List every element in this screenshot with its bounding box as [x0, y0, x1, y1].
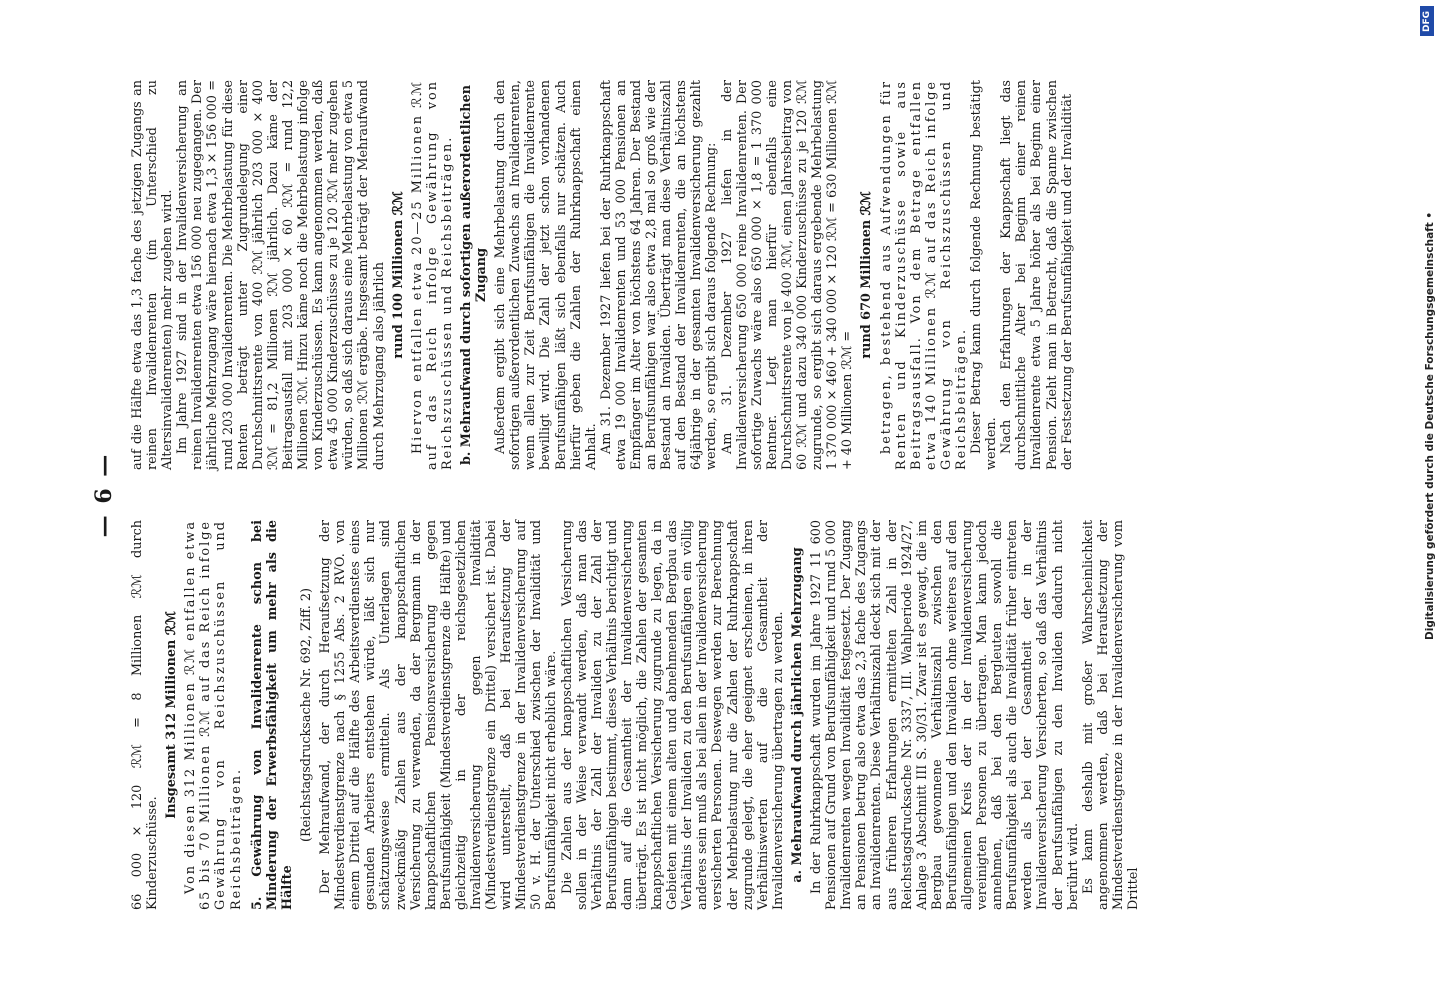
paragraph: Dieser Betrag kann durch folgende Rechnung bestätigt werden.: [969, 80, 1000, 470]
paragraph: Von diesen 312 Millionen ℛℳ entfallen etwa 65 bis 70 Millionen ℛℳ auf das Reich infolge Gewährung von Reichszuschüssen und Reichsbeiträgen.: [183, 520, 244, 910]
paragraph: Es kann deshalb mit großer Wahrscheinlichkeit angenommen werden, daß bei Heraufsetzung der Mindestverdienstgrenze in der Invalidenversicherung vom Drittel: [1080, 520, 1141, 910]
dfg-logo: DFG: [1420, 6, 1434, 36]
paragraph: Im Jahre 1927 sind in der Invalidenversicherung an reinen Invalidenrenten etwa 156 000 neu zugegangen. Der jährliche Mehrzugang wäre hiernach etwa 1,3 × 156 000 = rund 203 000 Invalidenrenten. Die Mehrbelastung für diese Renten beträgt unter Zugrundelegung einer Durchschnittsrente von 400 ℛℳ jährlich 203 000 × 400 ℛℳ = 81,2 Millionen ℛℳ jährlich. Dazu käme der Beitragsausfall mit 203 000 × 60 ℛℳ = rund 12,2 Millionen ℛℳ. Hinzu käme noch die Mehrbelastung infolge von Kinderzuschüssen. Es kann angenommen werden, daß etwa 45 000 Kinderzuschüsse zu je 120 ℛℳ mehr zugehen würden, so daß sich daraus eine Mehrbelastung von etwa 5 Millionen ℛℳ ergäbe. Insgesamt beträgt der Mehraufwand durch Mehrzugang also jährlich: [175, 80, 387, 470]
rotated-page-content: [85, 65, 1305, 925]
text-column-right: [130, 80, 1075, 470]
section-subheading: (Reichstagsdrucksache Nr. 692, Ziff. 2): [298, 588, 314, 843]
subsection-heading-b: b. Mehraufwand durch sofortigen außerordentlichen Zugang: [458, 84, 490, 466]
paragraph: In der Ruhrknappschaft wurden im Jahre 1927 11 600 Pensionen auf Grund von Berufsunfähigkeit und rund 5 000 Invalidenrenten wegen Invalidität festgesetzt. Der Zugang an Pensionen betrug also etwa das 2,3 fache des Zugangs an Invalidenrenten. Diese Verhältniszahl deckt sich mit der aus früheren Erfahrungen ermittelten Zahl in der Reichstagsdrucksache Nr. 3337, III. Wahlperiode 1924/27, Anlage 3 Abschnitt III S. 30/31. Zwar ist es gewagt, die im Bergbau gewonnene Verhältniszahl zwischen den Berufsunfähigen und den Invaliden ohne weiteres auf den allgemeinen Kreis der in der Invalidenversicherung vereinigten Personen zu übertragen. Man kann jedoch annehmen, daß bei den Bergleuten sowohl die Berufsunfähigkeit als auch die Invalidität früher eintreten werden als bei der Gesamtheit der in der Invalidenversicherung Versicherten, so daß das Verhältnis der Berufsunfähigen zu den Invaliden dadurch nicht berührt wird.: [809, 520, 1081, 910]
text-column-left: [130, 520, 1141, 910]
paragraph: Die Zahlen aus der knappschaftlichen Versicherung sollen in der Weise verwandt werden, daß man das Verhältnis der Zahl der Invaliden zu der Zahl der Berufsunfähigen bestimmt, dieses Verhältnis berichtigt und dann auf die Gesamtheit der Invalidenversicherung überträgt. Es ist nicht möglich, die Zahlen der gesamten knappschaftlichen Versicherung zugrunde zu legen, da in Gebieten mit einem alten und abnehmenden Bergbau das Verhältnis der Invaliden zu den Berufsunfähigen ein völlig anderes sein muß als bei allen in der Invalidenversicherung versicherten Personen. Deswegen werden zur Berechnung der Mehrbelastung nur die Zahlen der Ruhrknappschaft zugrunde gelegt, die eher geeignet erscheinen, in ihren Verhältniswerten auf die Gesamtheit der Invalidenversicherung übertragen zu werden.: [559, 520, 786, 910]
paragraph: auf die Hälfte etwa das 1,3 fache des jetzigen Zugangs an reinen Invalidenrenten (im Unterschied zu Altersinvalidenrenten) mehr zugehen wird.: [130, 80, 176, 470]
paragraph: Außerdem ergibt sich eine Mehrbelastung durch den sofortigen außerordentlichen Zuwachs an Invalidenrenten, wenn allen zur Zeit Berufsunfähigen die Invalidenrente bewilligt wird. Die Zahl der jetzt schon vorhandenen Berufsunfähigen läßt sich ebenfalls nur schätzen. Auch hierfür geben die Zahlen der Ruhrknappschaft einen Anhalt.: [493, 80, 599, 470]
heading-total: Insgesamt 312 Millionen ℛℳ: [164, 611, 180, 819]
paragraph: Nach den Erfahrungen der Knappschaft liegt das durchschnittliche Alter bei Beginn einer reinen Invalidenrente etwa 5 Jahre höher als bei Beginn einer Pension. Zieht man in Betracht, daß die Spanne zwischen der Festsetzung der Berufsunfähigkeit und der Invalidität: [999, 80, 1075, 470]
page-number: — 6 —: [91, 452, 117, 538]
section-heading-5: 5. Gewährung von Invalidenrente schon bei Minderung der Erwerbsfähigkeit um mehr als die Hälfte: [249, 520, 295, 910]
paragraph: Am 31. Dezember 1927 liefen bei der Ruhrknappschaft etwa 19 000 Invalidenrenten und 53 000 Pensionen an Empfänger im Alter von höchstens 64 Jahren. Der Bestand an Berufsunfähigen war also etwa 2,8 mal so groß wie der Bestand an Invaliden. Überträgt man diese Verhältniszahl auf den Bestand der Invalidenrenten, die an höchstens 64jährige in der gesamten Invalidenversicherung gezahlt werden, so ergibt sich daraus folgende Rechnung:: [598, 80, 720, 470]
paragraph: 66 000 × 120 ℛℳ = 8 Millionen ℛℳ durch Kinderzuschüsse.: [130, 520, 161, 910]
paragraph: Hiervon entfallen etwa 20—25 Millionen ℛℳ auf das Reich infolge Gewährung von Reichszuschüssen und Reichsbeiträgen.: [409, 80, 455, 470]
paragraph: Am 31. Dezember 1927 liefen in der Invalidenversicherung 650 000 reine Invalidenrenten. Der sofortige Zuwachs wäre also 650 000 × 1,8 = 1 370 000 Rentner. Legt man hierfür ebenfalls eine Durchschnittsrente von je 400 ℛℳ, einen Jahresbeitrag von 60 ℛℳ und dazu 340 000 Kinderzuschüsse zu je 120 ℛℳ zugrunde, so ergibt sich daraus ergebende Mehrbelastung 1 370 000 × 460 + 340 000 × 120 ℛℳ = 630 Millionen ℛℳ + 40 Millionen ℛℳ =: [719, 80, 856, 470]
heading-100-millionen: rund 100 Millionen ℛℳ: [390, 191, 406, 359]
paragraph: Der Mehraufwand, der durch Heraufsetzung der Mindestverdienstgrenze nach § 1255 Abs. 2 RVO. von einem Drittel auf die Hälfte des Arbeitsverdienstes eines gesunden Arbeiters entstehen würde, läßt sich nur schätzungsweise ermitteln. Als Unterlagen sind zweckmäßig Zahlen aus der knappschaftlichen Versicherung zu verwenden, da der Bergmann in der knappschaftlichen Pensionsversicherung gegen Berufsunfähigkeit (Mindestverdienstgrenze die Hälfte) und gleichzeitig in der reichsgesetzlichen Invalidenversicherung gegen Invalidität (Mindestverdienstgrenze ein Drittel) versichert ist. Dabei wird unterstellt, daß bei Heraufsetzung der Mindestverdienstgrenze in der Invalidenversicherung auf 50 v. H. der Unterschied zwischen der Invalidität und Berufsunfähigkeit nicht erheblich wäre.: [318, 520, 560, 910]
subsection-heading-a: a. Mehraufwand durch jährlichen Mehrzugang: [789, 547, 805, 883]
paragraph: betragen, bestehend aus Aufwendungen für Renten und Kinderzuschüsse sowie aus Beitragsausfall. Von dem Betrage entfallen etwa 140 Millionen ℛℳ auf das Reich infolge Gewährung von Reichszuschüssen und Reichsbeiträgen.: [878, 80, 969, 470]
digitization-credit: Digitalisierung gefördert durch die Deutsche Forschungsgemeinschaft •: [1424, 211, 1436, 640]
heading-670-millionen: rund 670 Millionen ℛℳ: [859, 191, 875, 359]
